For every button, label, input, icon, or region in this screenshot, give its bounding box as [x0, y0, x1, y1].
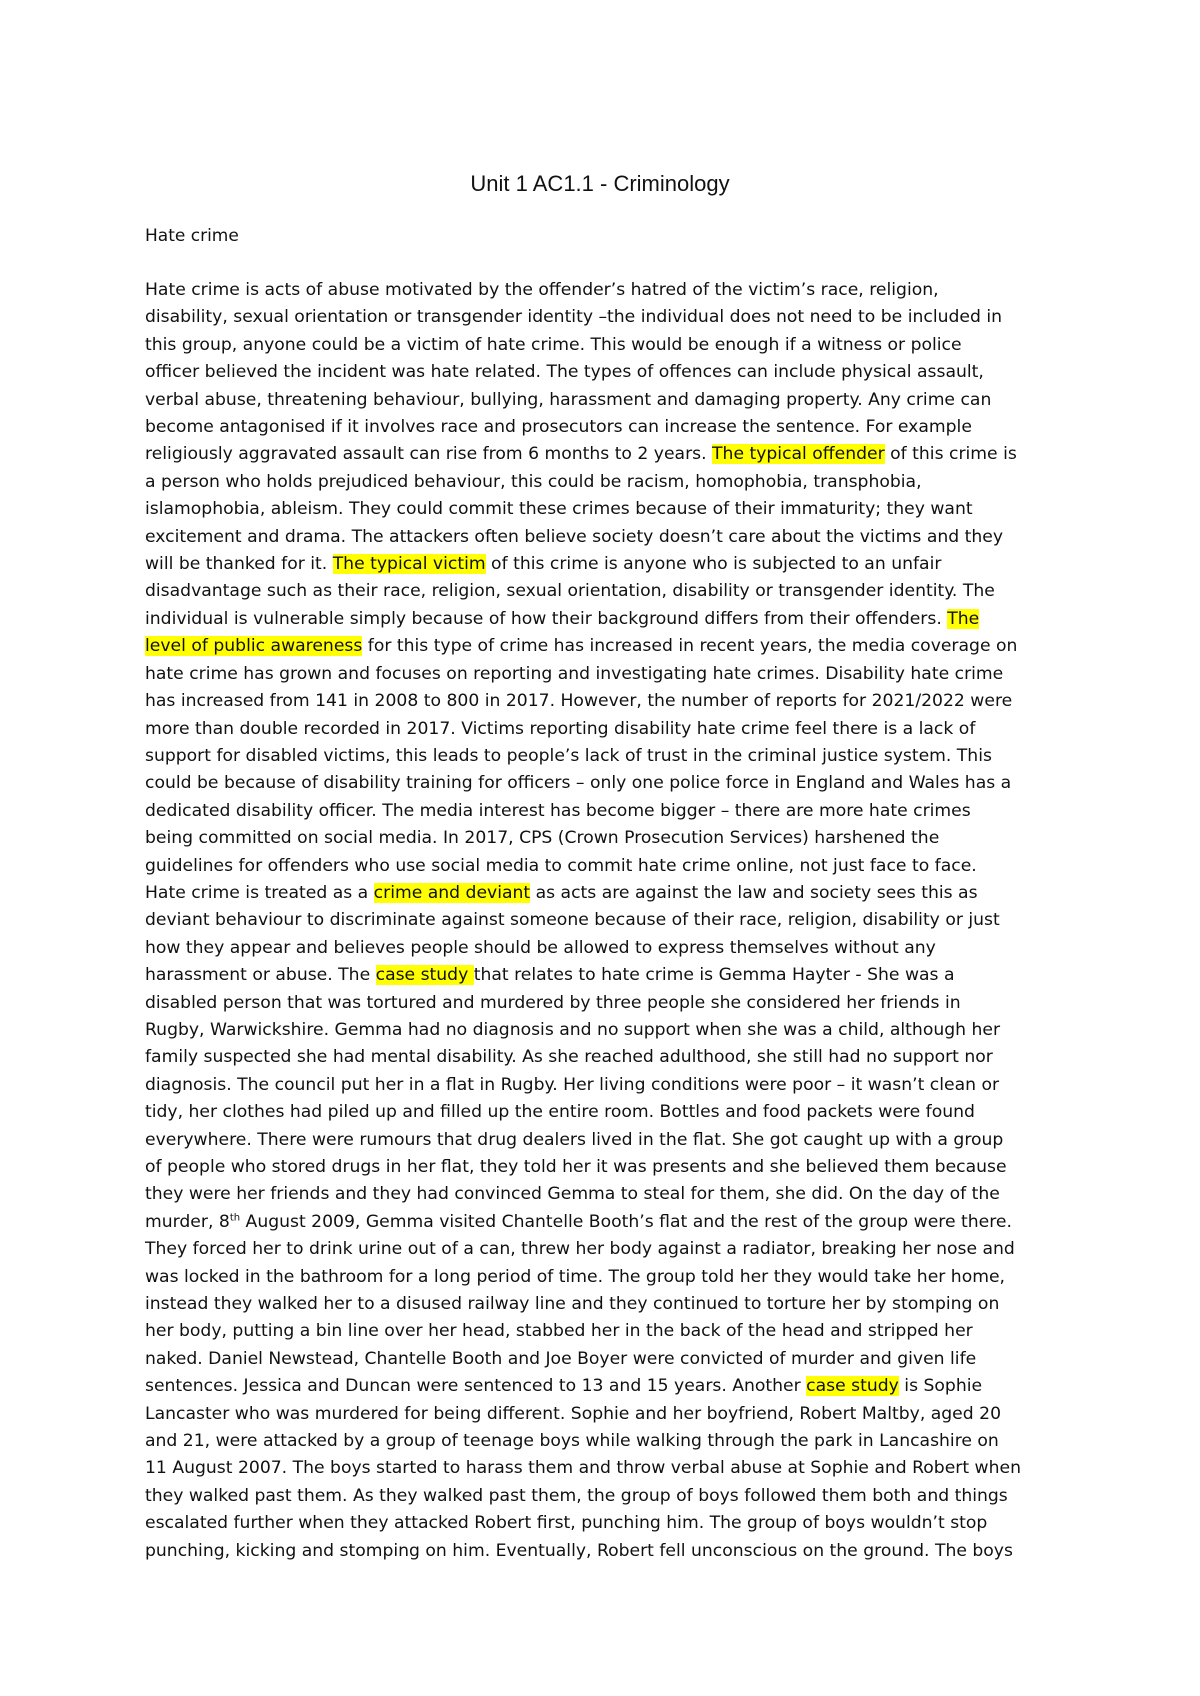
text-segment: guidelines for offenders who use social media to commit hate crime online, not just face to face. [145, 855, 977, 876]
text-line [145, 1455, 1065, 1482]
text-line [145, 578, 1065, 605]
text-segment: and 21, were attacked by a group of teenage boys while walking through the park in Lancashire on [145, 1431, 999, 1452]
highlighted-text: level of public awareness [145, 636, 363, 657]
text-segment: of this crime is anyone who is subjected to an unfair [485, 554, 942, 575]
document-title: Unit 1 AC1.1 - Criminology [470, 171, 730, 196]
text-segment: naked. Daniel Newstead, Chantelle Booth and Joe Boyer were convicted of murder and given life [145, 1348, 977, 1369]
text-line [145, 935, 1065, 962]
text-segment: they were her friends and they had convinced Gemma to steal for them, she did. On the day of the [145, 1184, 1000, 1205]
text-line [145, 414, 1065, 441]
text-segment: islamophobia, ableism. They could commit these crimes because of their immaturity; they want [145, 499, 973, 520]
text-line [145, 661, 1065, 688]
text-segment: tidy, her clothes had piled up and filled up the entire room. Bottles and food packets were found [145, 1102, 975, 1123]
text-line [145, 1181, 1065, 1208]
text-line [145, 1236, 1065, 1263]
text-segment: being committed on social media. In 2017, CPS (Crown Prosecution Services) harshened the [145, 828, 940, 849]
text-segment: officer believed the incident was hate related. The types of offences can include physical assault, [145, 362, 984, 383]
text-line [145, 1346, 1065, 1373]
text-line [145, 496, 1065, 523]
text-segment: a person who holds prejudiced behaviour, this could be racism, homophobia, transphobia, [145, 471, 922, 492]
text-line [145, 332, 1065, 359]
text-line [145, 1154, 1065, 1181]
text-line [145, 1017, 1065, 1044]
text-segment: of people who stored drugs in her flat, they told her it was presents and she believed them because [145, 1157, 1007, 1177]
text-line [145, 1318, 1065, 1345]
text-segment: is Sophie [898, 1376, 983, 1397]
text-line [145, 633, 1065, 660]
highlighted-text: crime and deviant [373, 882, 531, 903]
text-segment: individual is vulnerable simply because of how their background differs from their offenders. [145, 608, 948, 629]
text-segment: 11 August 2007. The boys started to harass them and throw verbal abuse at Sophie and Robert when [145, 1458, 1021, 1479]
text-segment: murder, 8 [145, 1211, 230, 1232]
text-segment: religiously aggravated assault can rise from 6 months to 2 years. [145, 444, 713, 465]
text-line [145, 1401, 1065, 1428]
text-segment: August 2009, Gemma visited Chantelle Booth’s flat and the rest of the group were there. [240, 1211, 1012, 1232]
text-segment: support for disabled victims, this leads to people’s lack of trust in the criminal justice system. This [145, 745, 992, 766]
text-segment: will be thanked for it. [145, 554, 333, 575]
text-segment: more than double recorded in 2017. Victims reporting disability hate crime feel there is a lack of [145, 718, 976, 739]
text-line [145, 1291, 1065, 1318]
text-segment: sentences. Jessica and Duncan were sentenced to 13 and 15 years. Another [145, 1376, 807, 1397]
text-segment: Hate crime is treated as a [145, 882, 374, 903]
text-line [145, 1538, 1065, 1565]
text-line [145, 1483, 1065, 1510]
text-line [145, 990, 1065, 1017]
highlighted-text: The typical offender [712, 444, 885, 465]
text-segment: they walked past them. As they walked past them, the group of boys followed them both and things [145, 1485, 1008, 1506]
text-line [145, 469, 1065, 496]
text-line [145, 688, 1065, 715]
text-segment: instead they walked her to a disused railway line and they continued to torture her by stomping on [145, 1294, 1000, 1315]
text-line [145, 1099, 1065, 1126]
text-segment: become antagonised if it involves race and prosecutors can increase the sentence. For example [145, 417, 972, 438]
text-segment: hate crime has grown and focuses on reporting and investigating hate crimes. Disability hate crime [145, 663, 1004, 684]
text-line [145, 387, 1065, 414]
text-line [145, 1127, 1065, 1154]
text-segment: punching, kicking and stomping on him. Eventually, Robert fell unconscious on the ground. The boys [145, 1540, 1013, 1561]
superscript: th [229, 1212, 241, 1224]
text-line [145, 1428, 1065, 1455]
text-segment: verbal abuse, threatening behaviour, bullying, harassment and damaging property. Any crime can [145, 389, 992, 410]
text-segment: excitement and drama. The attackers often believe society doesn’t care about the victims and they [145, 526, 1004, 547]
text-line [145, 1373, 1065, 1400]
text-segment: Lancaster who was murdered for being different. Sophie and her boyfriend, Robert Maltby, aged 20 [145, 1403, 1001, 1424]
text-segment: for this type of crime has increased in recent years, the media coverage on [362, 636, 1018, 657]
text-line [145, 853, 1065, 880]
text-line [145, 1264, 1065, 1291]
text-segment: dedicated disability officer. The media interest has become bigger – there are more hate crimes [145, 800, 971, 821]
text-line [145, 1209, 1065, 1236]
section-heading: Hate crime [145, 226, 239, 246]
text-segment: that relates to hate crime is Gemma Hayter - She was a [473, 965, 955, 986]
text-segment: escalated further when they attacked Robert first, punching him. The group of boys wouldn’t stop [145, 1513, 988, 1534]
text-segment: as acts are against the law and society sees this as [530, 882, 978, 903]
text-line [145, 606, 1065, 633]
text-segment: everywhere. There were rumours that drug dealers lived in the flat. She got caught up with a group [145, 1129, 1004, 1150]
text-segment: family suspected she had mental disability. As she reached adulthood, she still had no support nor [145, 1047, 993, 1068]
highlighted-text: The typical victim [332, 554, 486, 575]
text-segment: They forced her to drink urine out of a can, threw her body against a radiator, breaking her nose and [145, 1239, 1015, 1260]
text-line [145, 716, 1065, 743]
text-line [145, 304, 1065, 331]
text-line [145, 1072, 1065, 1099]
text-line [145, 743, 1065, 770]
text-line [145, 825, 1065, 852]
body-paragraph [145, 277, 1065, 1565]
highlighted-text: The [947, 608, 980, 629]
text-segment: harassment or abuse. The [145, 965, 376, 986]
text-line [145, 441, 1065, 468]
text-segment: her body, putting a bin line over her head, stabbed her in the back of the head and stripped her [145, 1321, 973, 1342]
text-line [145, 880, 1065, 907]
text-line [145, 359, 1065, 386]
text-segment: could be because of disability training for officers – only one police force in England and Wales has a [145, 773, 1012, 794]
text-line [145, 524, 1065, 551]
text-segment: Rugby, Warwickshire. Gemma had no diagnosis and no support when she was a child, although her [145, 1019, 1001, 1040]
text-segment: deviant behaviour to discriminate against someone because of their race, religion, disability or just [145, 910, 1000, 931]
text-segment: Hate crime is acts of abuse motivated by the offender’s hatred of the victim’s race, religion, [145, 280, 939, 300]
text-segment: has increased from 141 in 2008 to 800 in 2017. However, the number of reports for 2021/2022 were [145, 691, 1013, 712]
highlighted-text: case study [806, 1376, 899, 1397]
text-segment: this group, anyone could be a victim of hate crime. This would be enough if a witness or police [145, 334, 962, 355]
text-segment: disability, sexual orientation or transgender identity –the individual does not need to be included in [145, 307, 1003, 328]
text-line [145, 962, 1065, 989]
text-line [145, 1510, 1065, 1537]
text-line [145, 551, 1065, 578]
text-line [145, 770, 1065, 797]
text-segment: was locked in the bathroom for a long period of time. The group told her they would take her home, [145, 1266, 1005, 1287]
text-segment: of this crime is [884, 444, 1017, 465]
text-line [145, 798, 1065, 825]
text-segment: disadvantage such as their race, religion, sexual orientation, disability or transgender identity. The [145, 581, 995, 602]
text-segment: disabled person that was tortured and murdered by three people she considered her friends in [145, 992, 961, 1013]
highlighted-text: case study [375, 965, 474, 986]
text-line [145, 907, 1065, 934]
text-segment: diagnosis. The council put her in a flat in Rugby. Her living conditions were poor – it wasn’t clean or [145, 1074, 1000, 1095]
text-segment: how they appear and believes people should be allowed to express themselves without any [145, 937, 936, 958]
text-line [145, 277, 1065, 304]
text-line [145, 1044, 1065, 1071]
